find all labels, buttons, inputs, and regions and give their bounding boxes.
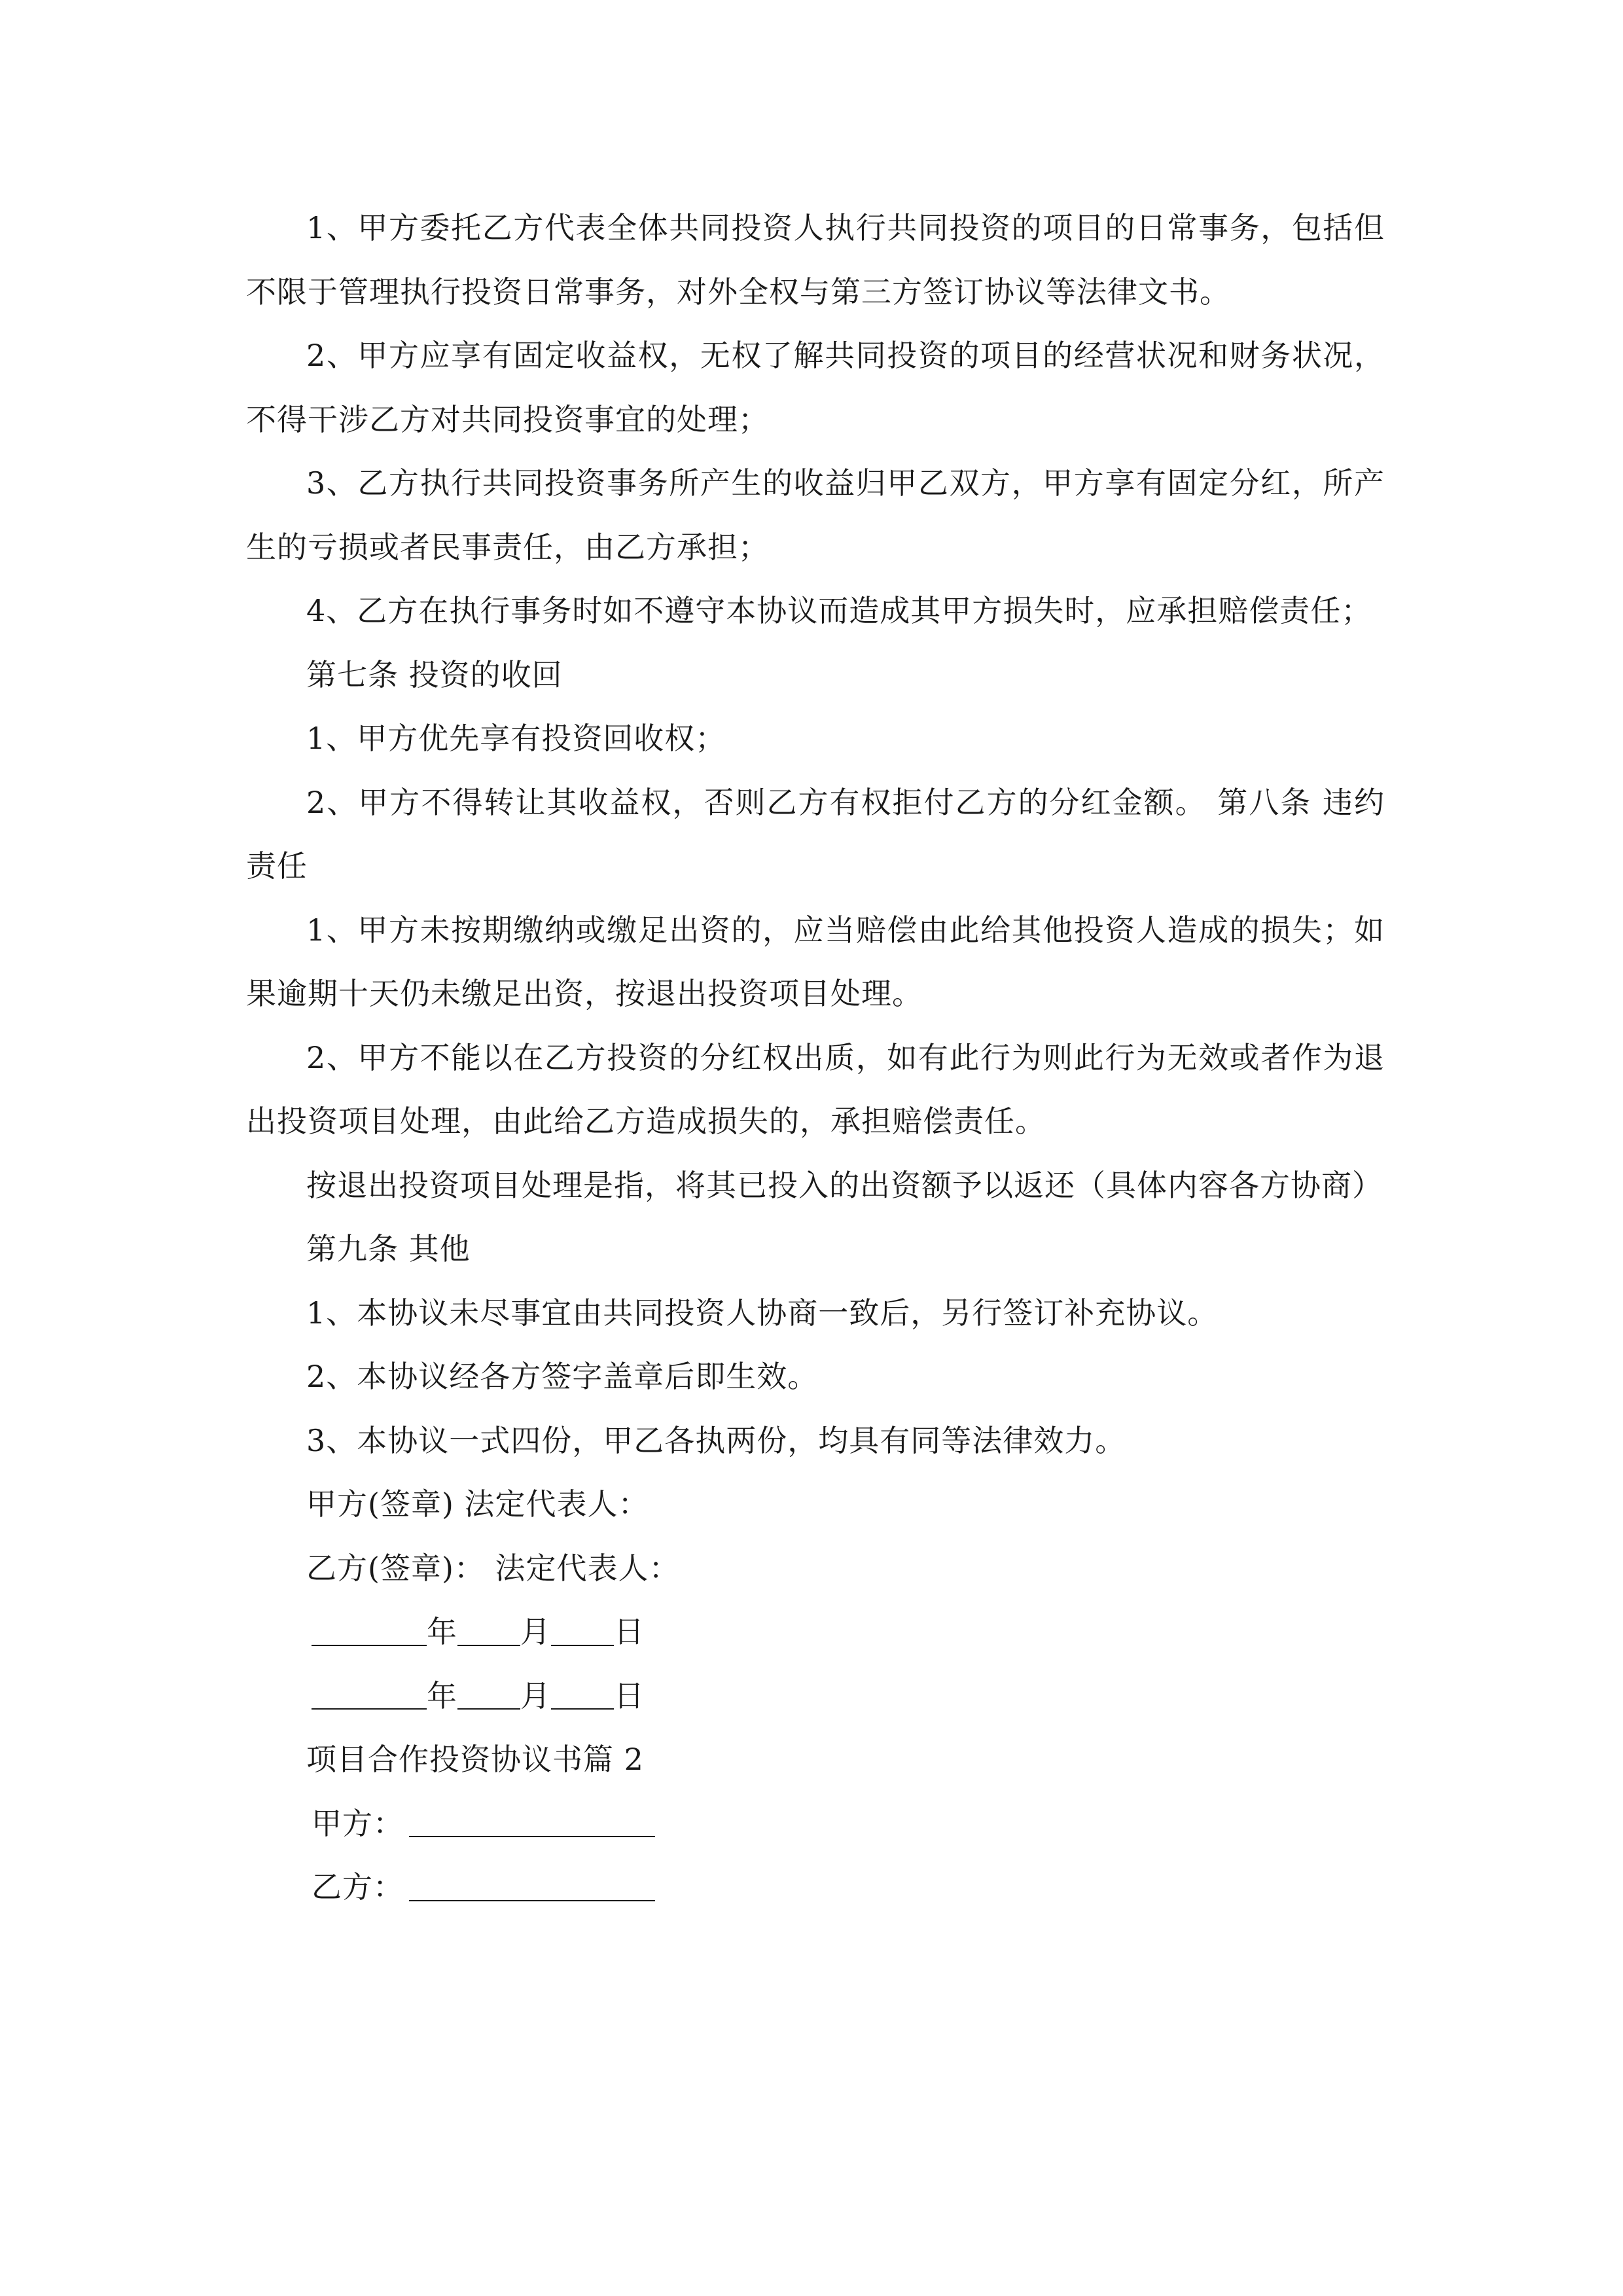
day-blank bbox=[551, 1677, 614, 1710]
next-agreement-title: 项目合作投资协议书篇 2 bbox=[306, 1742, 644, 1777]
date-line-2 bbox=[246, 1664, 1385, 1729]
party-b-label: 乙方： bbox=[312, 1869, 404, 1905]
date-line-1 bbox=[246, 1600, 1385, 1664]
year-blank bbox=[312, 1613, 427, 1645]
party-b-signature-line: 乙方(签章)： 法定代表人： bbox=[306, 1550, 680, 1586]
party-a-signature-line: 甲方(签章) 法定代表人： bbox=[306, 1486, 649, 1522]
year-label: 年 bbox=[427, 1677, 457, 1713]
article-9-heading: 第九条 其他 bbox=[306, 1231, 471, 1266]
article-7-heading: 第七条 投资的收回 bbox=[306, 656, 563, 692]
article-8-note: 按退出投资项目处理是指，将其已投入的出资额予以返还（具体内容各方协商） bbox=[306, 1167, 1383, 1203]
party-a-label: 甲方： bbox=[312, 1805, 404, 1841]
article-9-item-2: 2、本协议经各方签字盖章后即生效。 bbox=[306, 1359, 819, 1394]
day-label: 日 bbox=[614, 1614, 645, 1649]
month-label: 月 bbox=[520, 1677, 551, 1713]
clause-4-liability: 4、乙方在执行事务时如不遵守本协议而造成其甲方损失时，应承担赔偿责任； bbox=[306, 593, 1372, 628]
article-8-item-2: 2、甲方不能以在乙方投资的分红权出质，如有此行为则此行为无效或者作为退出投资项目处理，由此给乙方造成损失的，承担赔偿责任。 bbox=[246, 1039, 1385, 1139]
clause-3-profit: 3、乙方执行共同投资事务所产生的收益归甲乙双方，甲方享有固定分红，所产生的亏损或者民事责任，由乙方承担； bbox=[246, 465, 1385, 565]
article-9-item-1: 1、本协议未尽事宜由共同投资人协商一致后，另行签订补充协议。 bbox=[306, 1295, 1219, 1331]
year-label: 年 bbox=[427, 1614, 457, 1649]
party-a-line bbox=[246, 1792, 1385, 1856]
article-8-item-1: 1、甲方未按期缴纳或缴足出资的，应当赔偿由此给其他投资人造成的损失；如果逾期十天仍未缴足出资，按退出投资项目处理。 bbox=[246, 912, 1385, 1011]
document-body bbox=[246, 196, 1385, 1920]
article-7-item-1: 1、甲方优先享有投资回收权； bbox=[306, 721, 726, 756]
month-blank bbox=[457, 1613, 520, 1645]
article-7-item-2: 2、甲方不得转让其收益权，否则乙方有权拒付乙方的分红金额。 第八条 违约责任 bbox=[246, 784, 1385, 884]
month-label: 月 bbox=[520, 1614, 551, 1649]
article-9-item-3: 3、本协议一式四份，甲乙各执两份，均具有同等法律效力。 bbox=[306, 1422, 1126, 1458]
month-blank bbox=[457, 1677, 520, 1710]
clause-2-fixed-income: 2、甲方应享有固定收益权，无权了解共同投资的项目的经营状况和财务状况，不得干涉乙方对共同投资事宜的处理； bbox=[246, 338, 1385, 437]
party-b-blank bbox=[409, 1868, 655, 1901]
party-a-blank bbox=[409, 1804, 655, 1837]
day-label: 日 bbox=[614, 1677, 645, 1713]
party-b-line bbox=[246, 1856, 1385, 1920]
day-blank bbox=[551, 1613, 614, 1645]
year-blank bbox=[312, 1677, 427, 1710]
clause-1-delegation: 1、甲方委托乙方代表全体共同投资人执行共同投资的项目的日常事务，包括但不限于管理执行投资日常事务，对外全权与第三方签订协议等法律文书。 bbox=[246, 210, 1385, 310]
